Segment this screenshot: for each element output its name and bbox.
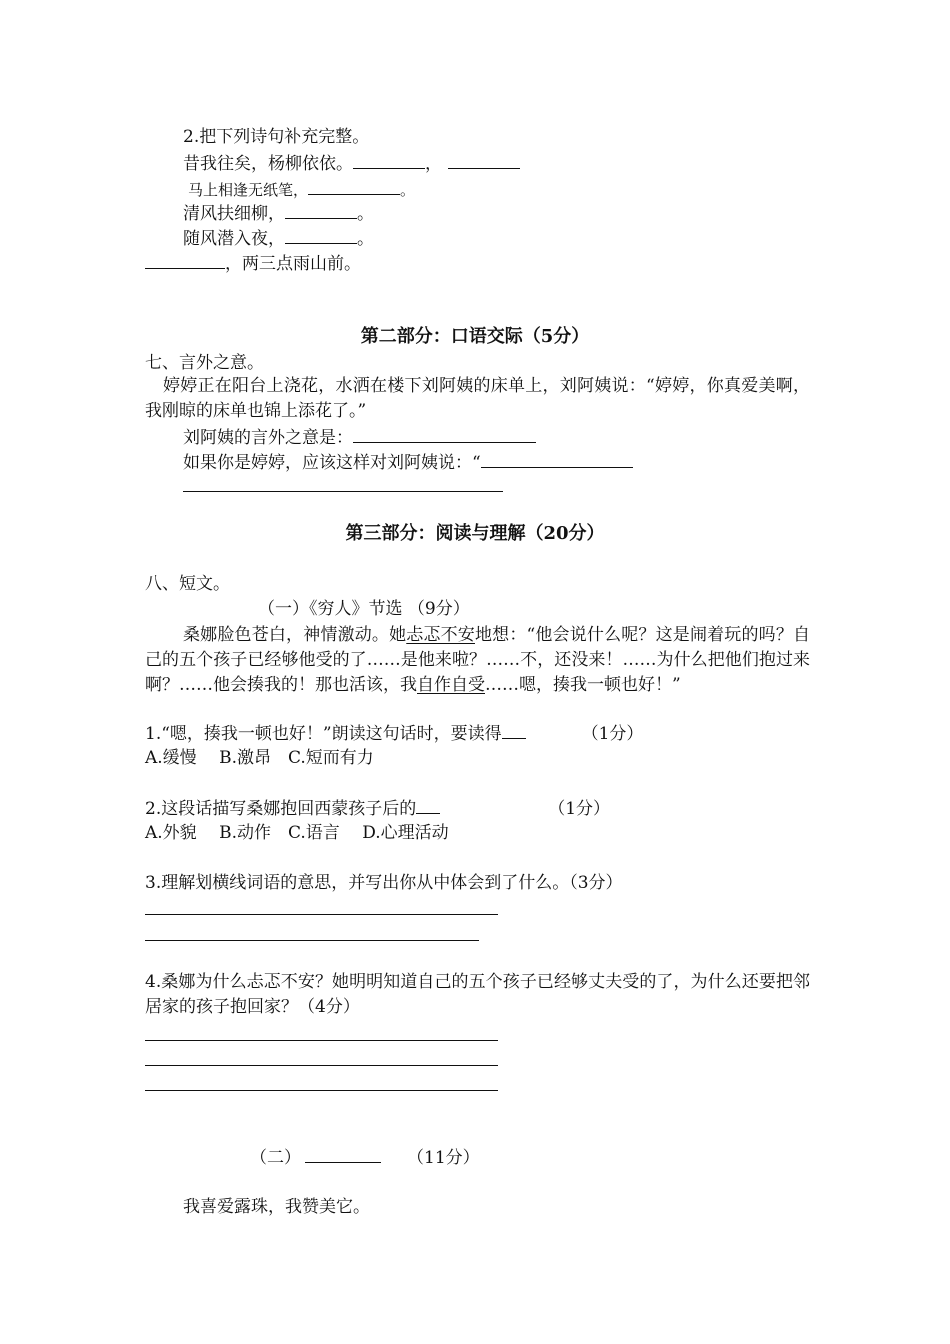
question-7-ask-2: 如果你是婷婷，应该这样对刘阿姨说：“ [183,451,633,474]
answer-blank[interactable] [448,152,520,169]
reading-1-title: （一）《穷人》节选 （9分） [258,599,470,619]
reading-q1-options: A.缓慢 B.激昂 C.短而有力 [145,748,374,768]
reading-1-passage: 桑娜脸色苍白，神情激动。她忐忑不安地想：“他会说什么呢？这是闹着玩的吗？自己的五个孩子已经够他受的了……是他来啦？……不，还没来！……为什么把他们抱过来啊？……他会揍我的！那也活该，我自作自受……嗯，揍我一顿也好！” [145,625,810,695]
poem-line-5: ，两三点雨山前。 [145,252,361,275]
answer-blank[interactable] [285,202,357,219]
part3-heading: 第三部分：阅读与理解（20分） [345,523,605,544]
answer-line[interactable] [145,1090,498,1091]
answer-line[interactable] [183,491,503,492]
reading-q2-options: A.外貌 B.动作 C.语言 D.心理活动 [145,823,449,843]
poem-line-1: 昔我往矣，杨柳依依。 ， [183,152,520,175]
answer-blank[interactable] [145,252,225,269]
question-7-title: 七、言外之意。 [145,353,264,373]
answer-line[interactable] [145,1065,498,1066]
question-7-ask-1: 刘阿姨的言外之意是： [183,426,536,449]
reading-q3: 3.理解划横线词语的意思，并写出你从中体会到了什么。（3分） [145,873,623,893]
poem-line-2: 马上相逢无纸笔， 。 [188,178,415,201]
reading-q1: 1.“嗯，揍我一顿也好！”朗读这句话时，要读得 （1分） [145,724,644,744]
answer-blank[interactable] [285,227,357,244]
answer-blank[interactable] [481,451,633,468]
question-8-title: 八、短文。 [145,574,230,594]
underlined-word: 忐忑不安 [406,625,475,645]
reading-q2: 2.这段话描写桑娜抱回西蒙孩子后的 （1分） [145,799,611,819]
answer-blank[interactable] [308,178,400,195]
poem-question-title: 2.把下列诗句补充完整。 [183,127,370,147]
answer-blank[interactable] [353,152,425,169]
poem-line-3: 清风扶细柳， 。 [183,204,374,224]
title-blank[interactable] [305,1146,381,1163]
reading-q4: 4.桑娜为什么忐忑不安？她明明知道自己的五个孩子已经够丈夫受的了，为什么还要把邻居家的孩子抱回家？（4分） [145,972,810,1017]
part2-heading: 第二部分：口语交际（5分） [360,326,590,347]
question-7-story: 婷婷正在阳台上浇花，水洒在楼下刘阿姨的床单上，刘阿姨说：“婷婷，你真爱美啊，我刚晾的床单也锦上添花了。” [145,376,810,421]
reading-2-first-line: 我喜爱露珠，我赞美它。 [183,1197,370,1217]
underlined-word: 自作自受 [417,675,485,695]
answer-line[interactable] [145,940,479,941]
answer-blank[interactable] [502,722,526,739]
answer-blank[interactable] [416,797,440,814]
answer-line[interactable] [145,1040,498,1041]
answer-line[interactable] [145,914,498,915]
answer-blank[interactable] [353,426,536,443]
reading-2-title: （二） （11分） [250,1148,480,1168]
poem-line-4: 随风潜入夜， 。 [183,229,374,249]
